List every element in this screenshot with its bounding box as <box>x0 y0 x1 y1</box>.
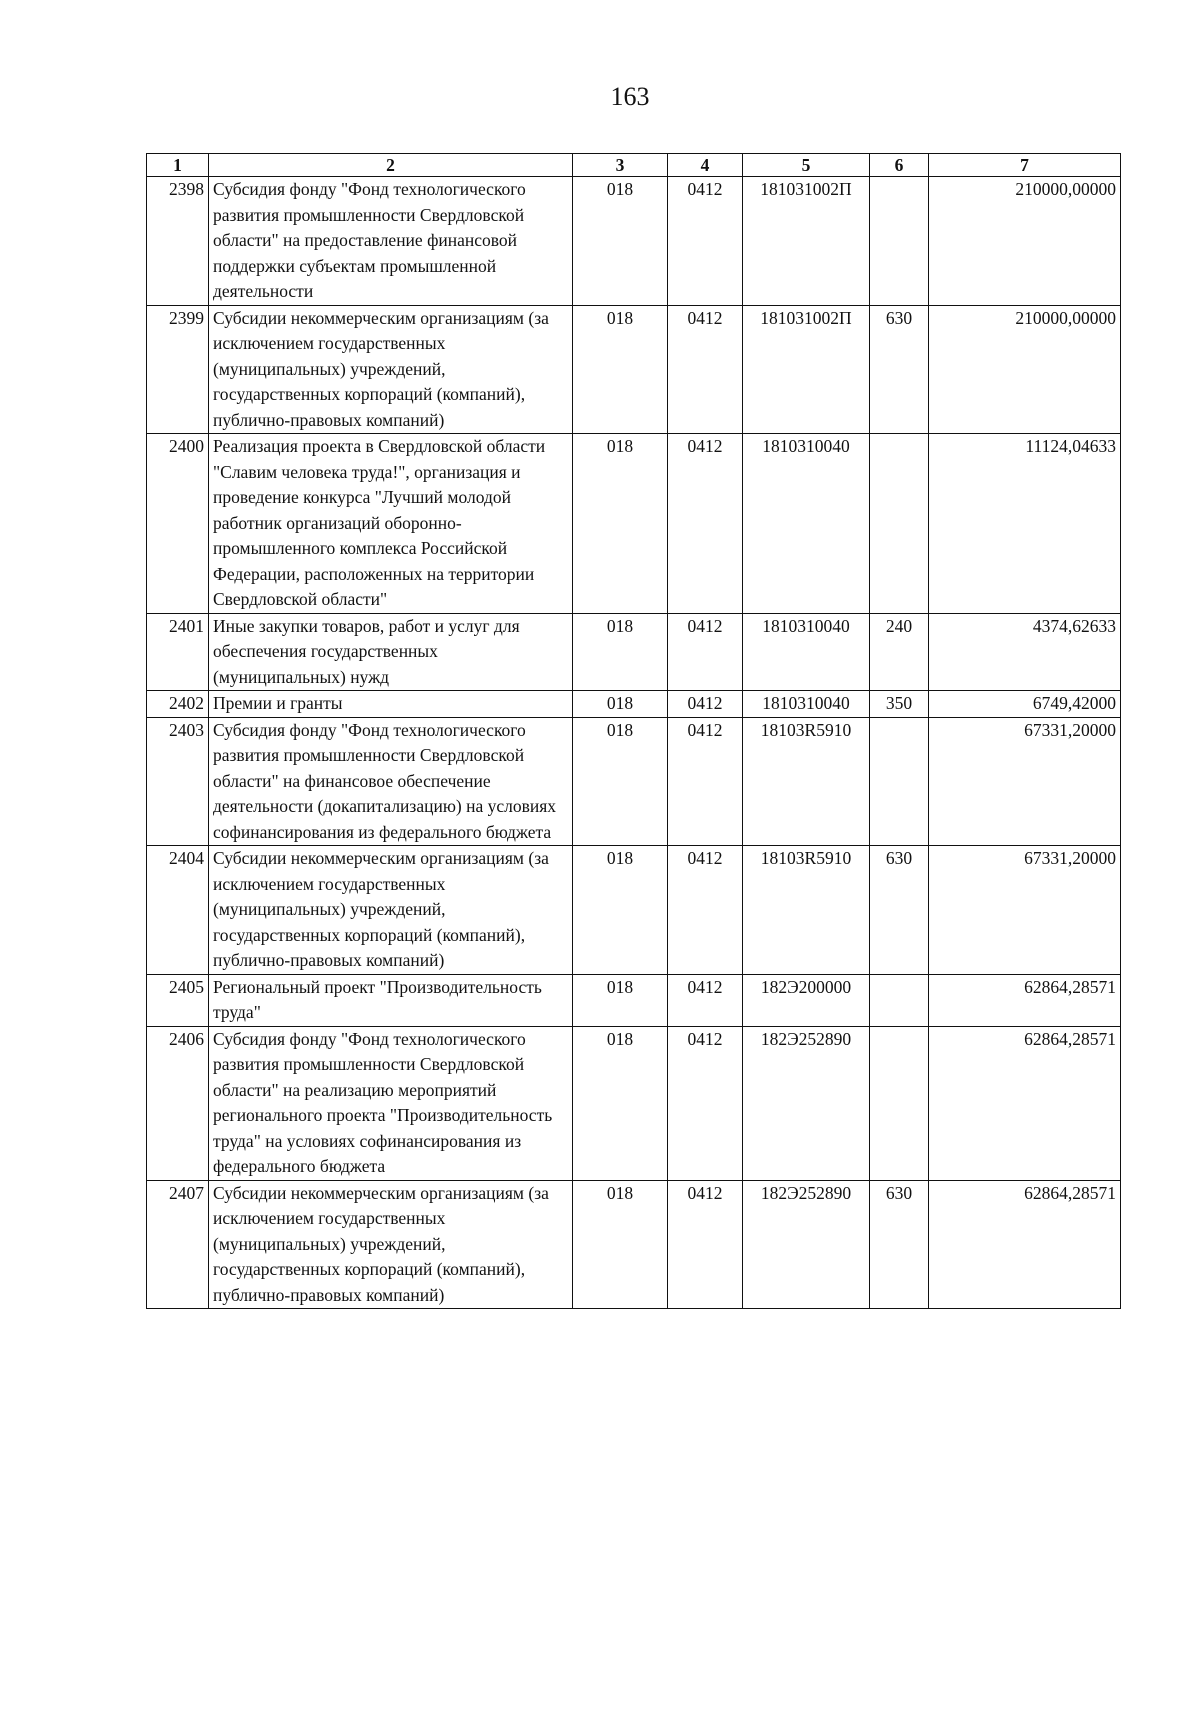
row-expense-type <box>870 1026 929 1180</box>
row-target-code: 18103R5910 <box>743 717 870 846</box>
table-row <box>147 434 1121 614</box>
row-name: Субсидия фонду "Фонд технологического развития промышленности Свердловской области" на предоставление финансовой поддержки субъектам промышленной деятельности <box>209 177 573 306</box>
row-target-code: 182Э200000 <box>743 974 870 1026</box>
row-number: 2405 <box>147 974 209 1026</box>
row-section-code: 0412 <box>668 305 743 434</box>
row-section-code: 0412 <box>668 434 743 614</box>
row-expense-type <box>870 434 929 614</box>
row-expense-type: 240 <box>870 613 929 691</box>
row-number: 2403 <box>147 717 209 846</box>
row-amount: 67331,20000 <box>929 717 1121 846</box>
table-row <box>147 1180 1121 1309</box>
row-expense-type <box>870 717 929 846</box>
row-name: Субсидии некоммерческим организациям (за исключением государственных (муниципальных) учреждений, государственных корпораций (компаний), публично-правовых компаний) <box>209 846 573 975</box>
table-row <box>147 717 1121 846</box>
row-name: Субсидия фонду "Фонд технологического развития промышленности Свердловской области" на реализацию мероприятий регионального проекта "Производительность труда" на условиях софинансирования из федерального бюджета <box>209 1026 573 1180</box>
row-amount: 11124,04633 <box>929 434 1121 614</box>
column-header-6: 6 <box>870 154 929 177</box>
row-name: Субсидия фонду "Фонд технологического развития промышленности Свердловской области" на финансовое обеспечение деятельности (докапитализацию) на условиях софинансирования из федерального бюджета <box>209 717 573 846</box>
row-number: 2407 <box>147 1180 209 1309</box>
row-ministry-code: 018 <box>573 1180 668 1309</box>
row-ministry-code: 018 <box>573 434 668 614</box>
row-expense-type <box>870 974 929 1026</box>
row-section-code: 0412 <box>668 177 743 306</box>
row-target-code: 1810310040 <box>743 691 870 718</box>
row-section-code: 0412 <box>668 1026 743 1180</box>
row-amount: 6749,42000 <box>929 691 1121 718</box>
row-number: 2404 <box>147 846 209 975</box>
row-target-code: 1810310040 <box>743 613 870 691</box>
row-name: Иные закупки товаров, работ и услуг для обеспечения государственных (муниципальных) нужд <box>209 613 573 691</box>
table-row <box>147 305 1121 434</box>
row-expense-type <box>870 177 929 306</box>
row-number: 2401 <box>147 613 209 691</box>
row-target-code: 181031002П <box>743 177 870 306</box>
row-number: 2399 <box>147 305 209 434</box>
row-name: Региональный проект "Производительность труда" <box>209 974 573 1026</box>
column-header-5: 5 <box>743 154 870 177</box>
row-number: 2402 <box>147 691 209 718</box>
row-expense-type: 630 <box>870 846 929 975</box>
row-name: Субсидии некоммерческим организациям (за исключением государственных (муниципальных) учреждений, государственных корпораций (компаний), публично-правовых компаний) <box>209 305 573 434</box>
row-target-code: 182Э252890 <box>743 1180 870 1309</box>
row-amount: 62864,28571 <box>929 1180 1121 1309</box>
column-header-7: 7 <box>929 154 1121 177</box>
row-ministry-code: 018 <box>573 691 668 718</box>
row-number: 2406 <box>147 1026 209 1180</box>
row-expense-type: 350 <box>870 691 929 718</box>
row-ministry-code: 018 <box>573 974 668 1026</box>
table-row <box>147 177 1121 306</box>
column-header-4: 4 <box>668 154 743 177</box>
row-ministry-code: 018 <box>573 305 668 434</box>
row-name: Реализация проекта в Свердловской области "Славим человека труда!", организация и проведение конкурса "Лучший молодой работник организаций оборонно-промышленного комплекса Российской Федерации, расположенных на территории Свердловской области" <box>209 434 573 614</box>
column-header-3: 3 <box>573 154 668 177</box>
row-ministry-code: 018 <box>573 846 668 975</box>
row-number: 2400 <box>147 434 209 614</box>
row-amount: 62864,28571 <box>929 1026 1121 1180</box>
row-amount: 4374,62633 <box>929 613 1121 691</box>
row-ministry-code: 018 <box>573 717 668 846</box>
row-ministry-code: 018 <box>573 177 668 306</box>
row-number: 2398 <box>147 177 209 306</box>
row-ministry-code: 018 <box>573 613 668 691</box>
table-row <box>147 691 1121 718</box>
row-target-code: 18103R5910 <box>743 846 870 975</box>
row-target-code: 181031002П <box>743 305 870 434</box>
table-row <box>147 613 1121 691</box>
row-name: Премии и гранты <box>209 691 573 718</box>
row-name: Субсидии некоммерческим организациям (за исключением государственных (муниципальных) учреждений, государственных корпораций (компаний), публично-правовых компаний) <box>209 1180 573 1309</box>
row-amount: 210000,00000 <box>929 177 1121 306</box>
row-section-code: 0412 <box>668 846 743 975</box>
table-row <box>147 974 1121 1026</box>
table-row <box>147 1026 1121 1180</box>
row-section-code: 0412 <box>668 974 743 1026</box>
row-expense-type: 630 <box>870 305 929 434</box>
budget-table <box>146 153 1121 1309</box>
column-header-2: 2 <box>209 154 573 177</box>
row-target-code: 1810310040 <box>743 434 870 614</box>
row-section-code: 0412 <box>668 691 743 718</box>
table-row <box>147 846 1121 975</box>
row-amount: 210000,00000 <box>929 305 1121 434</box>
column-header-1: 1 <box>147 154 209 177</box>
row-ministry-code: 018 <box>573 1026 668 1180</box>
row-target-code: 182Э252890 <box>743 1026 870 1180</box>
row-amount: 67331,20000 <box>929 846 1121 975</box>
row-section-code: 0412 <box>668 717 743 846</box>
page-number: 163 <box>610 82 650 111</box>
row-section-code: 0412 <box>668 1180 743 1309</box>
row-amount: 62864,28571 <box>929 974 1121 1026</box>
row-section-code: 0412 <box>668 613 743 691</box>
table-header-row <box>147 154 1121 177</box>
row-expense-type: 630 <box>870 1180 929 1309</box>
